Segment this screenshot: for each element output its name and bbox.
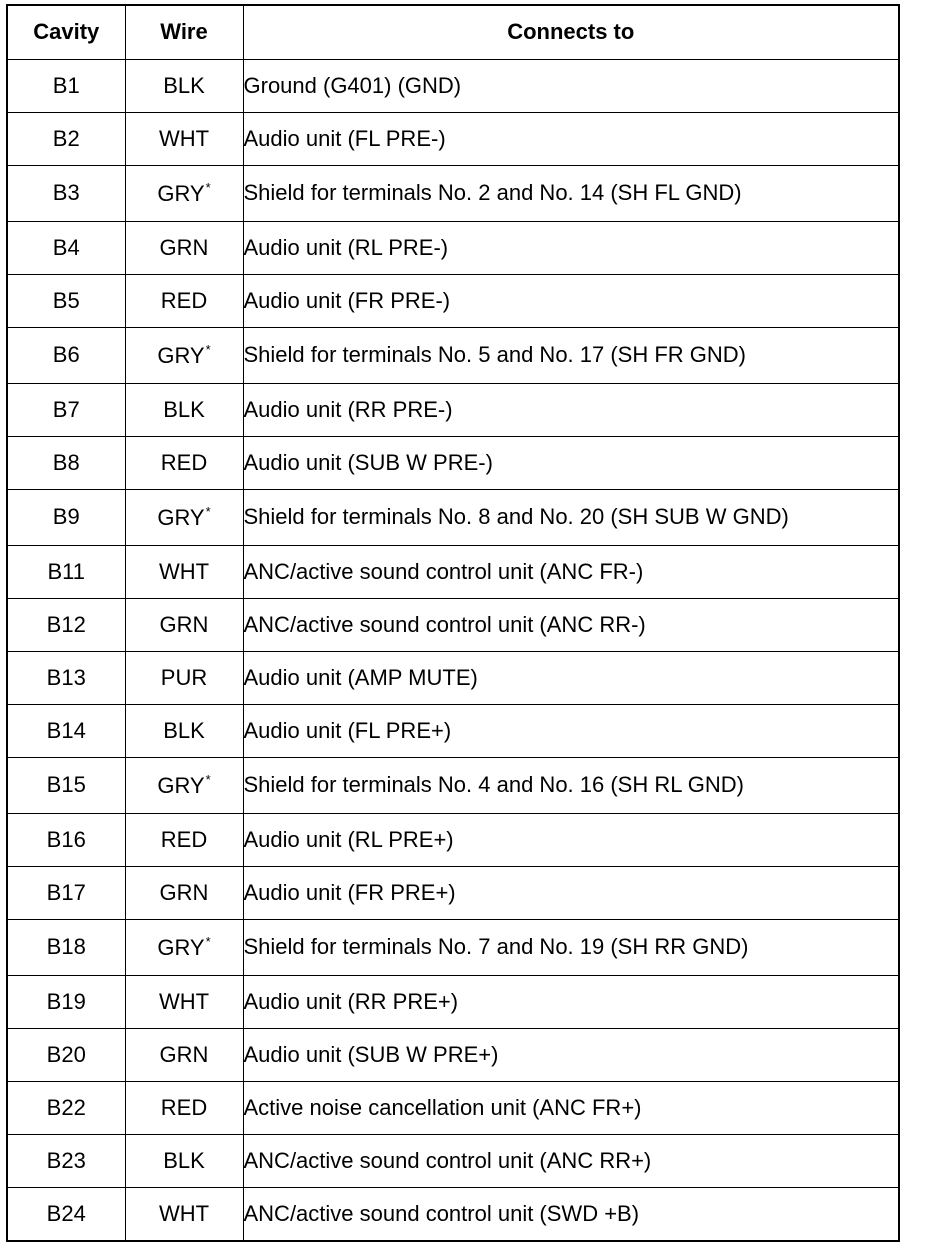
wire-color-code: BLK [163, 1147, 205, 1173]
cavity-cell: B1 [7, 60, 125, 113]
cavity-cell: B23 [7, 1135, 125, 1188]
connects-to-cell: Audio unit (RR PRE+) [243, 976, 899, 1029]
wire-cell [125, 166, 243, 222]
wire-color-code: RED [160, 287, 208, 313]
header-connects-to: Connects to [243, 5, 899, 60]
wire-cell [125, 652, 243, 705]
cavity-cell: B24 [7, 1188, 125, 1242]
wire-cell [125, 814, 243, 867]
wire-cell [125, 1188, 243, 1242]
footnote-asterisk: * [205, 179, 211, 195]
wire-cell [125, 384, 243, 437]
cavity-cell: B13 [7, 652, 125, 705]
table-row [7, 166, 899, 222]
footnote-asterisk: * [205, 933, 211, 949]
wire-color-code: GRN [159, 611, 209, 637]
cavity-cell: B6 [7, 328, 125, 384]
header-wire: Wire [125, 5, 243, 60]
connects-to-cell: Shield for terminals No. 5 and No. 17 (SH FR GND) [243, 328, 899, 384]
table-row [7, 1188, 899, 1242]
wire-cell [125, 490, 243, 546]
wire-color-code: GRY [157, 934, 205, 960]
cavity-cell: B16 [7, 814, 125, 867]
footnote-asterisk: * [205, 341, 211, 357]
cavity-cell: B4 [7, 222, 125, 275]
wire-color-code: WHT [158, 125, 210, 151]
table-row [7, 1135, 899, 1188]
connects-to-cell: Active noise cancellation unit (ANC FR+) [243, 1082, 899, 1135]
connects-to-cell: Ground (G401) (GND) [243, 60, 899, 113]
connects-to-cell: ANC/active sound control unit (ANC RR-) [243, 599, 899, 652]
table-row [7, 652, 899, 705]
table-body [7, 60, 899, 1242]
connector-table-container [6, 4, 898, 1250]
footnote-asterisk: * [205, 503, 211, 519]
cavity-cell: B20 [7, 1029, 125, 1082]
wire-cell [125, 599, 243, 652]
wire-color-code: WHT [158, 1200, 210, 1226]
connects-to-cell: Audio unit (FL PRE+) [243, 705, 899, 758]
connects-to-cell: Audio unit (AMP MUTE) [243, 652, 899, 705]
connects-to-cell: Audio unit (RL PRE-) [243, 222, 899, 275]
table-row [7, 222, 899, 275]
wire-cell [125, 920, 243, 976]
wire-color-code: GRN [159, 879, 209, 905]
cavity-cell: B2 [7, 113, 125, 166]
wire-cell [125, 976, 243, 1029]
wire-cell [125, 437, 243, 490]
wire-cell [125, 546, 243, 599]
connects-to-cell: Shield for terminals No. 8 and No. 20 (SH SUB W GND) [243, 490, 899, 546]
table-row [7, 546, 899, 599]
cavity-cell: B3 [7, 166, 125, 222]
table-row [7, 113, 899, 166]
wire-cell [125, 705, 243, 758]
cavity-cell: B19 [7, 976, 125, 1029]
table-row [7, 867, 899, 920]
wire-cell [125, 1029, 243, 1082]
cavity-cell: B15 [7, 758, 125, 814]
wire-cell [125, 60, 243, 113]
wire-cell [125, 328, 243, 384]
connects-to-cell: Audio unit (RL PRE+) [243, 814, 899, 867]
table-row [7, 1082, 899, 1135]
wire-cell [125, 1082, 243, 1135]
cavity-cell: B12 [7, 599, 125, 652]
footnote-asterisk: * [205, 771, 211, 787]
table-row [7, 599, 899, 652]
wire-color-code: GRY [157, 504, 205, 530]
wire-color-code: BLK [163, 396, 205, 422]
connects-to-cell: Audio unit (SUB W PRE-) [243, 437, 899, 490]
wire-color-code: GRY [157, 342, 205, 368]
connects-to-cell: Audio unit (FR PRE+) [243, 867, 899, 920]
wire-color-code: GRN [159, 234, 209, 260]
wire-color-code: RED [160, 1094, 208, 1120]
table-row [7, 275, 899, 328]
table-row [7, 814, 899, 867]
table-row [7, 705, 899, 758]
connector-pinout-table [6, 4, 900, 1242]
connects-to-cell: Audio unit (SUB W PRE+) [243, 1029, 899, 1082]
wire-color-code: BLK [163, 72, 205, 98]
connects-to-cell: ANC/active sound control unit (ANC FR-) [243, 546, 899, 599]
header-cavity: Cavity [7, 5, 125, 60]
wire-color-code: RED [160, 826, 208, 852]
table-header-row [7, 5, 899, 60]
table-row [7, 920, 899, 976]
wire-color-code: GRY [157, 772, 205, 798]
connects-to-cell: Audio unit (FL PRE-) [243, 113, 899, 166]
connects-to-cell: ANC/active sound control unit (ANC RR+) [243, 1135, 899, 1188]
table-row [7, 976, 899, 1029]
wire-color-code: WHT [158, 558, 210, 584]
cavity-cell: B5 [7, 275, 125, 328]
wire-color-code: GRN [159, 1041, 209, 1067]
wire-cell [125, 222, 243, 275]
wire-color-code: GRY [157, 180, 205, 206]
wire-color-code: WHT [158, 988, 210, 1014]
cavity-cell: B18 [7, 920, 125, 976]
connects-to-cell: Audio unit (FR PRE-) [243, 275, 899, 328]
table-row [7, 60, 899, 113]
connects-to-cell: Shield for terminals No. 2 and No. 14 (SH FL GND) [243, 166, 899, 222]
connects-to-cell: Shield for terminals No. 4 and No. 16 (SH RL GND) [243, 758, 899, 814]
cavity-cell: B7 [7, 384, 125, 437]
wire-cell [125, 758, 243, 814]
connects-to-cell: Shield for terminals No. 7 and No. 19 (SH RR GND) [243, 920, 899, 976]
cavity-cell: B9 [7, 490, 125, 546]
wire-cell [125, 275, 243, 328]
connects-to-cell: Audio unit (RR PRE-) [243, 384, 899, 437]
table-row [7, 384, 899, 437]
wire-cell [125, 867, 243, 920]
wire-cell [125, 113, 243, 166]
table-row [7, 437, 899, 490]
wire-color-code: PUR [160, 664, 208, 690]
table-row [7, 758, 899, 814]
table-row [7, 1029, 899, 1082]
table-row [7, 328, 899, 384]
connects-to-cell: ANC/active sound control unit (SWD +B) [243, 1188, 899, 1242]
table-row [7, 490, 899, 546]
cavity-cell: B22 [7, 1082, 125, 1135]
wire-color-code: RED [160, 449, 208, 475]
cavity-cell: B11 [7, 546, 125, 599]
wire-cell [125, 1135, 243, 1188]
cavity-cell: B17 [7, 867, 125, 920]
wire-color-code: BLK [163, 717, 205, 743]
cavity-cell: B8 [7, 437, 125, 490]
cavity-cell: B14 [7, 705, 125, 758]
